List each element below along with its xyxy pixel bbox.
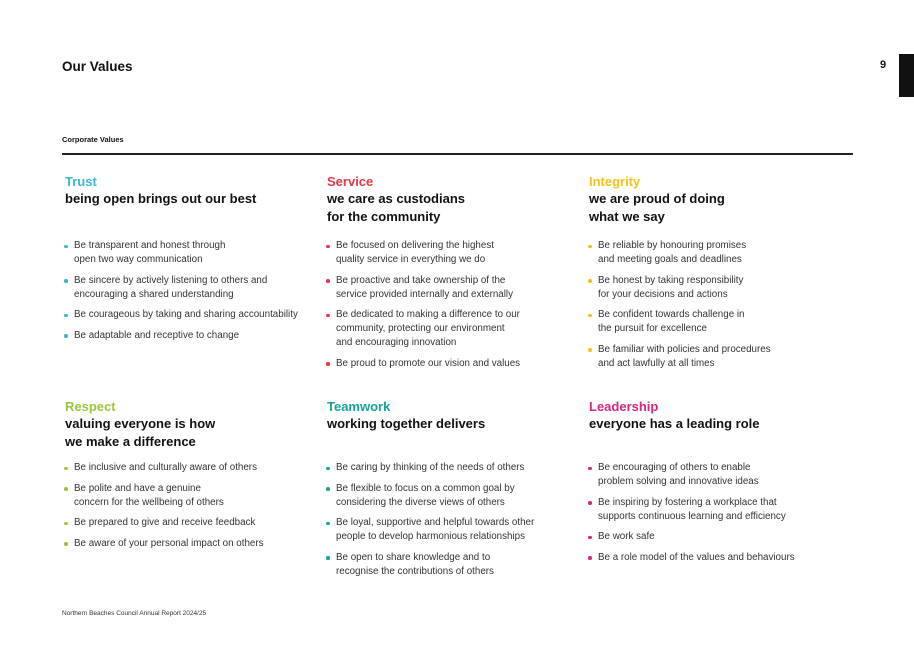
behaviour-item <box>586 274 846 302</box>
section-divider <box>62 153 853 155</box>
behaviour-list <box>324 239 584 377</box>
behaviour-text: Be proactive and take ownership of the service provided internally and externally <box>336 274 513 300</box>
page-title: Our Values <box>62 59 133 74</box>
bullet-icon <box>326 245 330 249</box>
bullet-icon <box>64 245 68 249</box>
behaviour-item <box>586 343 846 371</box>
behaviour-text: Be adaptable and receptive to change <box>74 329 240 341</box>
section-label: Corporate Values <box>62 135 124 144</box>
bullet-icon <box>326 279 330 283</box>
value-block-respect <box>65 398 320 549</box>
behaviour-text: Be a role model of the values and behaviours <box>598 551 795 563</box>
bullet-icon <box>64 314 68 318</box>
behaviour-item <box>324 551 584 579</box>
behaviour-text: Be inclusive and culturally aware of others <box>74 462 257 473</box>
behaviour-list <box>324 461 584 585</box>
value-tagline: we are proud of doing what we say <box>589 191 725 224</box>
behaviour-text: Be flexible to focus on a common goal by considering the diverse views of others <box>336 482 515 508</box>
behaviour-text: Be caring by thinking of the needs of others <box>336 462 525 473</box>
behaviour-text: Be proud to promote our vision and values <box>336 357 521 369</box>
bullet-icon <box>64 279 68 283</box>
page-number: 9 <box>880 59 887 71</box>
bullet-icon <box>326 487 330 491</box>
bullet-icon <box>64 487 68 491</box>
bullet-icon <box>588 314 592 318</box>
behaviour-item <box>62 537 322 551</box>
value-block-service <box>327 173 582 369</box>
bullet-icon <box>588 556 592 560</box>
behaviour-item <box>324 461 584 475</box>
behaviour-text: Be transparent and honest through open two way communication <box>74 240 226 265</box>
behaviour-text: Be familiar with policies and procedures and act lawfully at all times <box>598 343 771 369</box>
page-tab-marker <box>899 54 914 97</box>
behaviour-item <box>324 274 584 302</box>
behaviour-list <box>586 239 846 377</box>
value-tagline: being open brings out our best <box>65 191 257 206</box>
behaviour-text: Be loyal, supportive and helpful towards other people to develop harmonious relationships <box>336 517 535 542</box>
value-tagline: valuing everyone is how we make a difference <box>65 416 216 449</box>
behaviour-text: Be encouraging of others to enable problem solving and innovative ideas <box>598 462 759 487</box>
behaviour-item <box>62 274 322 302</box>
value-block-teamwork <box>327 398 582 577</box>
behaviour-item <box>324 482 584 510</box>
behaviour-text: Be inspiring by fostering a workplace that supports continuous learning and efficiency <box>598 496 786 522</box>
bullet-icon <box>64 542 68 546</box>
behaviour-item <box>586 308 846 336</box>
behaviour-list <box>62 461 322 557</box>
bullet-icon <box>326 362 330 366</box>
bullet-icon <box>588 279 592 283</box>
behaviour-text: Be honest by taking responsibility for your decisions and actions <box>598 274 744 300</box>
behaviour-text: Be reliable by honouring promises and meeting goals and deadlines <box>598 240 747 265</box>
bullet-icon <box>588 348 592 352</box>
behaviour-text: Be polite and have a genuine concern for the wellbeing of others <box>74 482 224 508</box>
behaviour-text: Be focused on delivering the highest quality service in everything we do <box>336 240 494 265</box>
behaviour-text: Be aware of your personal impact on others <box>74 537 264 549</box>
bullet-icon <box>588 245 592 249</box>
bullet-icon <box>326 314 330 318</box>
behaviour-item <box>62 329 322 343</box>
behaviour-text: Be open to share knowledge and to recognise the contributions of others <box>336 551 494 577</box>
behaviour-item <box>324 357 584 371</box>
behaviour-item <box>586 239 846 267</box>
behaviour-text: Be sincere by actively listening to others and encouraging a shared understanding <box>74 274 268 300</box>
behaviour-list <box>62 239 322 349</box>
value-tagline: everyone has a leading role <box>589 416 760 431</box>
behaviour-item <box>586 496 846 524</box>
behaviour-item <box>324 516 584 544</box>
bullet-icon <box>326 467 330 471</box>
bullet-icon <box>588 467 592 471</box>
behaviour-text: Be confident towards challenge in the pursuit for excellence <box>598 309 745 334</box>
behaviour-text: Be courageous by taking and sharing accountability <box>74 309 298 320</box>
bullet-icon <box>326 522 330 526</box>
behaviour-item <box>62 308 322 322</box>
behaviour-item <box>62 239 322 267</box>
value-tagline: working together delivers <box>327 416 486 431</box>
value-name: Leadership <box>589 399 659 414</box>
bullet-icon <box>588 501 592 505</box>
behaviour-item <box>586 461 846 489</box>
behaviour-item <box>62 482 322 510</box>
behaviour-item <box>586 551 846 565</box>
bullet-icon <box>588 536 592 540</box>
value-block-integrity <box>589 173 844 369</box>
value-name: Service <box>327 174 374 189</box>
value-name: Respect <box>65 399 116 414</box>
value-name: Integrity <box>589 174 641 189</box>
behaviour-item <box>324 239 584 267</box>
value-block-trust <box>65 173 320 341</box>
value-tagline: we care as custodians for the community <box>327 191 466 224</box>
behaviour-item <box>586 530 846 544</box>
value-name: Teamwork <box>327 399 391 414</box>
bullet-icon <box>64 467 68 471</box>
bullet-icon <box>326 556 330 560</box>
behaviour-text: Be work safe <box>598 531 655 542</box>
value-block-leadership <box>589 398 844 563</box>
behaviour-item <box>324 308 584 350</box>
behaviour-item <box>62 461 322 475</box>
behaviour-list <box>586 461 846 571</box>
value-name: Trust <box>65 174 97 189</box>
behaviour-item <box>62 516 322 530</box>
bullet-icon <box>64 334 68 338</box>
behaviour-text: Be dedicated to making a difference to our community, protecting our environment and encouraging innovation <box>336 309 520 348</box>
behaviour-text: Be prepared to give and receive feedback <box>74 517 256 528</box>
footer-text: Northern Beaches Council Annual Report 2024/25 <box>62 610 207 617</box>
bullet-icon <box>64 522 68 526</box>
